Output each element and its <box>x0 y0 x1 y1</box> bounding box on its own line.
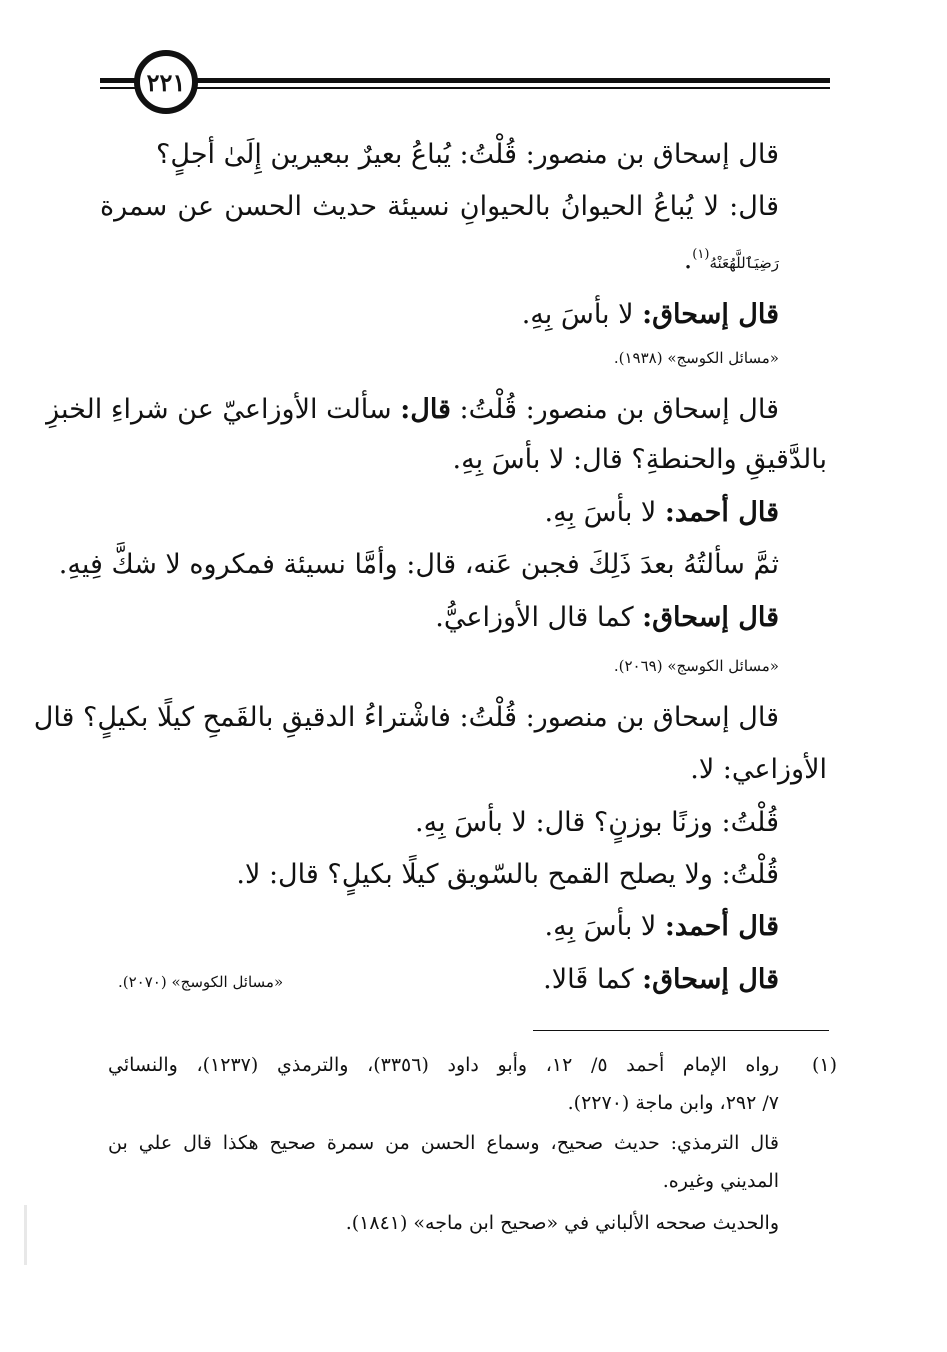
text-line: ثمَّ سألتُهُ بعدَ ذَلِكَ فجبن عَنه، قال: وأمَّا نسيئة فمكروه لا شكَّ فِيهِ. <box>58 549 779 580</box>
text-line: قُلْتُ: وزنًا بوزنٍ؟ قال: لا بأسَ بِهِ. <box>415 807 779 838</box>
text-line: بالدَّقيقِ والحنطةِ؟ قال: لا بأسَ بِهِ. <box>452 444 827 475</box>
text-line: قال أحمد: لا بأسَ بِهِ. <box>544 497 779 528</box>
footnote-ref: (١) <box>692 247 710 262</box>
text-line: قال إسحاق بن منصور: قُلْتُ: يُباعُ بعيرٌ ببعيرين إِلَىٰ أجلٍ؟ <box>156 139 779 170</box>
text-line-honorific: رَضِيَٱللَّهُعَنْهُ$^{(١)}$. <box>683 244 779 275</box>
footnote-line: والحديث صححه الألباني في «صحيح ابن ماجه» (١٨٤١). <box>345 1212 779 1234</box>
header-rule-thin <box>100 87 830 89</box>
text-line: قال إسحاق: كما قال الأوزاعيُّ. <box>435 602 779 633</box>
page-header <box>100 50 830 120</box>
text-line: قال إسحاق: كما قَالا. <box>543 964 779 995</box>
footnote-line: رواه الإمام أحمد ٥/ ١٢، وأبو داود (٣٣٥٦)، والترمذي (١٢٣٧)، والنسائي <box>108 1054 779 1076</box>
source-citation: «مسائل الكوسج» (٢٠٦٩). <box>613 657 779 675</box>
text-line: قال أحمد: لا بأسَ بِهِ. <box>544 911 779 942</box>
page-number: ٢٢١ <box>146 67 186 97</box>
text-line: قال: لا يُباعُ الحيوانُ بالحيوانِ نسيئة حديث الحسن عن سمرة <box>100 191 779 222</box>
footnote-line: ٧/ ٢٩٢، وابن ماجة (٢٢٧٠). <box>567 1092 779 1114</box>
footnote-number: (١) <box>811 1054 837 1076</box>
footnote-separator <box>533 1030 829 1031</box>
text-line: قال إسحاق: لا بأسَ بِهِ. <box>521 299 779 330</box>
source-citation: «مسائل الكوسج» (١٩٣٨). <box>613 349 779 367</box>
header-rule-thick <box>100 78 830 83</box>
footnote-line: قال الترمذي: حديث صحيح، وسماع الحسن من سمرة صحيح هكذا قال علي بن <box>108 1132 779 1154</box>
honorific-glyph: رَضِيَٱللَّهُعَنْهُ <box>709 254 779 272</box>
text-line: الأوزاعي: لا. <box>690 754 827 785</box>
page-number-badge <box>134 50 198 114</box>
text-line: قال إسحاق بن منصور: قُلْتُ: فاشْتراءُ الدقيقِ بالقَمحِ كيلًا بكيلٍ؟ قال <box>33 702 779 733</box>
scan-margin-mark <box>24 1205 27 1265</box>
footnote-line: المديني وغيره. <box>662 1170 779 1192</box>
text-line: قال إسحاق بن منصور: قُلْتُ: قال: سألت الأوزاعيّ عن شراءِ الخبزِ <box>46 394 779 425</box>
source-citation: «مسائل الكوسج» (٢٠٧٠). <box>118 973 284 991</box>
text-line: قُلْتُ: ولا يصلح القمح بالسّويق كيلًا بكيلٍ؟ قال: لا. <box>236 859 779 890</box>
